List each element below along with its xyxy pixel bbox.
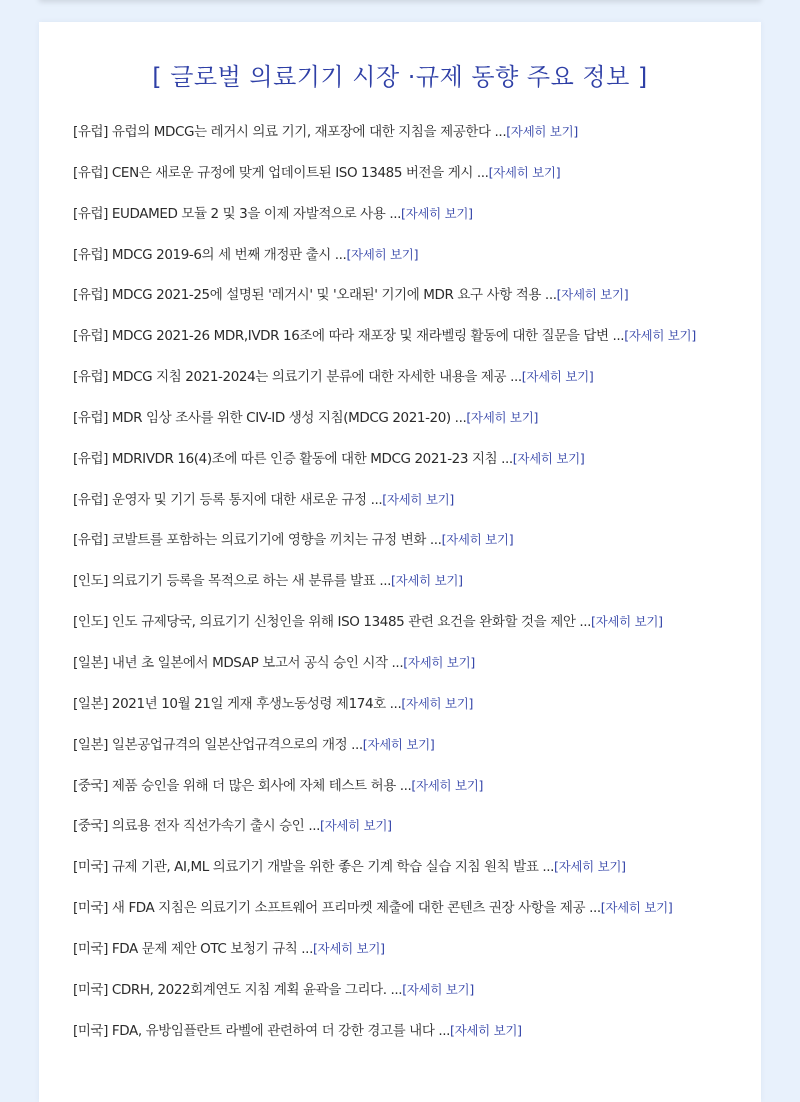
news-item xyxy=(73,978,761,1019)
news-item xyxy=(73,120,761,161)
news-item xyxy=(73,1019,761,1060)
news-headline: [유럽] CEN은 새로운 규정에 맞게 업데이트된 ISO 13485 버전을 게시 ... xyxy=(73,164,489,181)
news-headline: [미국] CDRH, 2022회계연도 지침 계획 윤곽을 그리다. ... xyxy=(73,981,403,998)
news-item xyxy=(73,243,761,284)
news-headline: [미국] 규제 기관, AI,ML 의료기기 개발을 위한 좋은 기계 학습 실습 지침 원칙 발표 ... xyxy=(73,859,555,876)
view-details-link[interactable]: [자세히 보기] xyxy=(591,614,663,630)
view-details-link[interactable]: [자세히 보기] xyxy=(521,369,594,385)
view-details-link[interactable]: [자세히 보기] xyxy=(312,940,385,956)
news-headline: [유럽] EUDAMED 모듈 2 및 3을 이제 자발적으로 사용 ... xyxy=(73,205,401,222)
view-details-link[interactable]: [자세히 보기] xyxy=(506,124,578,139)
page-title: [ 글로벌 의료기기 시장 ·규제 동향 주요 정보 ] xyxy=(152,63,648,91)
view-details-link[interactable]: [자세히 보기] xyxy=(441,532,514,548)
view-details-link[interactable]: [자세히 보기] xyxy=(411,777,484,793)
view-details-link[interactable]: [자세히 보기] xyxy=(624,328,696,344)
news-headline: [유럽] MDRIVDR 16(4)조에 따른 인증 활동에 대한 MDCG 2021-23 지침 ... xyxy=(73,450,513,467)
news-item xyxy=(73,202,761,243)
news-headline: [인도] 인도 규제당국, 의료기기 신청인을 위해 ISO 13485 관련 요건을 완화할 것을 제안 ... xyxy=(73,614,592,631)
news-item xyxy=(73,447,761,488)
news-item xyxy=(73,814,761,855)
news-headline: [유럽] 유럽의 MDCG는 레거시 의료 기기, 재포장에 대한 지침을 제공한다 ... xyxy=(73,124,507,140)
view-details-link[interactable]: [자세히 보기] xyxy=(466,409,539,425)
view-details-link[interactable]: [자세히 보기] xyxy=(401,205,473,221)
news-headline: [인도] 의료기기 등록을 목적으로 하는 새 분류를 발표 ... xyxy=(73,573,391,590)
view-details-link[interactable]: [자세히 보기] xyxy=(600,900,673,916)
view-details-link[interactable]: [자세히 보기] xyxy=(402,981,474,997)
news-headline: [유럽] MDR 임상 조사를 위한 CIV-ID 생성 지침(MDCG 2021-20) ... xyxy=(73,409,467,426)
news-item xyxy=(73,161,761,202)
news-headline: [일본] 내년 초 일본에서 MDSAP 보고서 공식 승인 시작 ... xyxy=(73,654,404,671)
news-headline: [중국] 제품 승인을 위해 더 많은 회사에 자체 테스트 허용 ... xyxy=(73,777,412,794)
news-item xyxy=(73,896,761,937)
view-details-link[interactable]: [자세히 보기] xyxy=(346,246,419,262)
view-details-link[interactable]: [자세히 보기] xyxy=(554,859,626,875)
view-details-link[interactable]: [자세히 보기] xyxy=(362,736,435,752)
news-headline: [유럽] MDCG 2021-26 MDR,IVDR 16조에 따라 재포장 및 재라벨링 활동에 대한 질문을 답변 ... xyxy=(73,328,625,345)
news-headline: [유럽] MDCG 지침 2021-2024는 의료기기 분류에 대한 자세한 내용을 제공 ... xyxy=(73,369,522,386)
news-list xyxy=(73,120,761,1059)
news-item xyxy=(73,610,761,651)
news-item xyxy=(73,324,761,365)
news-item xyxy=(73,855,761,896)
view-details-link[interactable]: [자세히 보기] xyxy=(450,1022,522,1038)
news-item xyxy=(73,406,761,447)
news-item xyxy=(73,569,761,610)
news-item xyxy=(73,774,761,815)
news-item xyxy=(73,937,761,978)
news-headline: [일본] 일본공업규격의 일본산업규격으로의 개정 ... xyxy=(73,736,363,753)
news-item xyxy=(73,733,761,774)
news-card xyxy=(39,22,761,1102)
news-headline: [유럽] 운영자 및 기기 등록 통지에 대한 새로운 규정 ... xyxy=(73,491,383,508)
news-headline: [유럽] MDCG 2021-25에 설명된 '레거시' 및 '오래된' 기기에 MDR 요구 사항 적용 ... xyxy=(73,287,557,304)
news-headline: [일본] 2021년 10월 21일 게재 후생노동성령 제174호 ... xyxy=(73,695,402,712)
news-headline: [미국] 새 FDA 지침은 의료기기 소프트웨어 프리마켓 제출에 대한 콘텐츠 권장 사항을 제공 ... xyxy=(73,900,601,917)
news-item xyxy=(73,651,761,692)
news-item xyxy=(73,365,761,406)
view-details-link[interactable]: [자세히 보기] xyxy=(391,573,463,589)
view-details-link[interactable]: [자세히 보기] xyxy=(401,695,474,711)
news-item xyxy=(73,528,761,569)
news-item xyxy=(73,488,761,529)
view-details-link[interactable]: [자세히 보기] xyxy=(403,654,475,670)
news-headline: [유럽] MDCG 2019-6의 세 번째 개정판 출시 ... xyxy=(73,246,347,263)
news-headline: [중국] 의료용 전자 직선가속기 출시 승인 ... xyxy=(73,818,321,835)
news-headline: [유럽] 코발트를 포함하는 의료기기에 영향을 끼치는 규정 변화 ... xyxy=(73,532,442,549)
view-details-link[interactable]: [자세히 보기] xyxy=(556,287,629,303)
view-details-link[interactable]: [자세히 보기] xyxy=(512,450,585,466)
view-details-link[interactable]: [자세히 보기] xyxy=(382,491,454,507)
news-headline: [미국] FDA, 유방임플란트 라벨에 관련하여 더 강한 경고를 내다 ... xyxy=(73,1022,451,1039)
view-details-link[interactable]: [자세히 보기] xyxy=(488,164,561,180)
news-headline: [미국] FDA 문제 제안 OTC 보청기 규칙 ... xyxy=(73,940,313,957)
news-item xyxy=(73,283,761,324)
news-item xyxy=(73,692,761,733)
view-details-link[interactable]: [자세히 보기] xyxy=(320,818,392,834)
